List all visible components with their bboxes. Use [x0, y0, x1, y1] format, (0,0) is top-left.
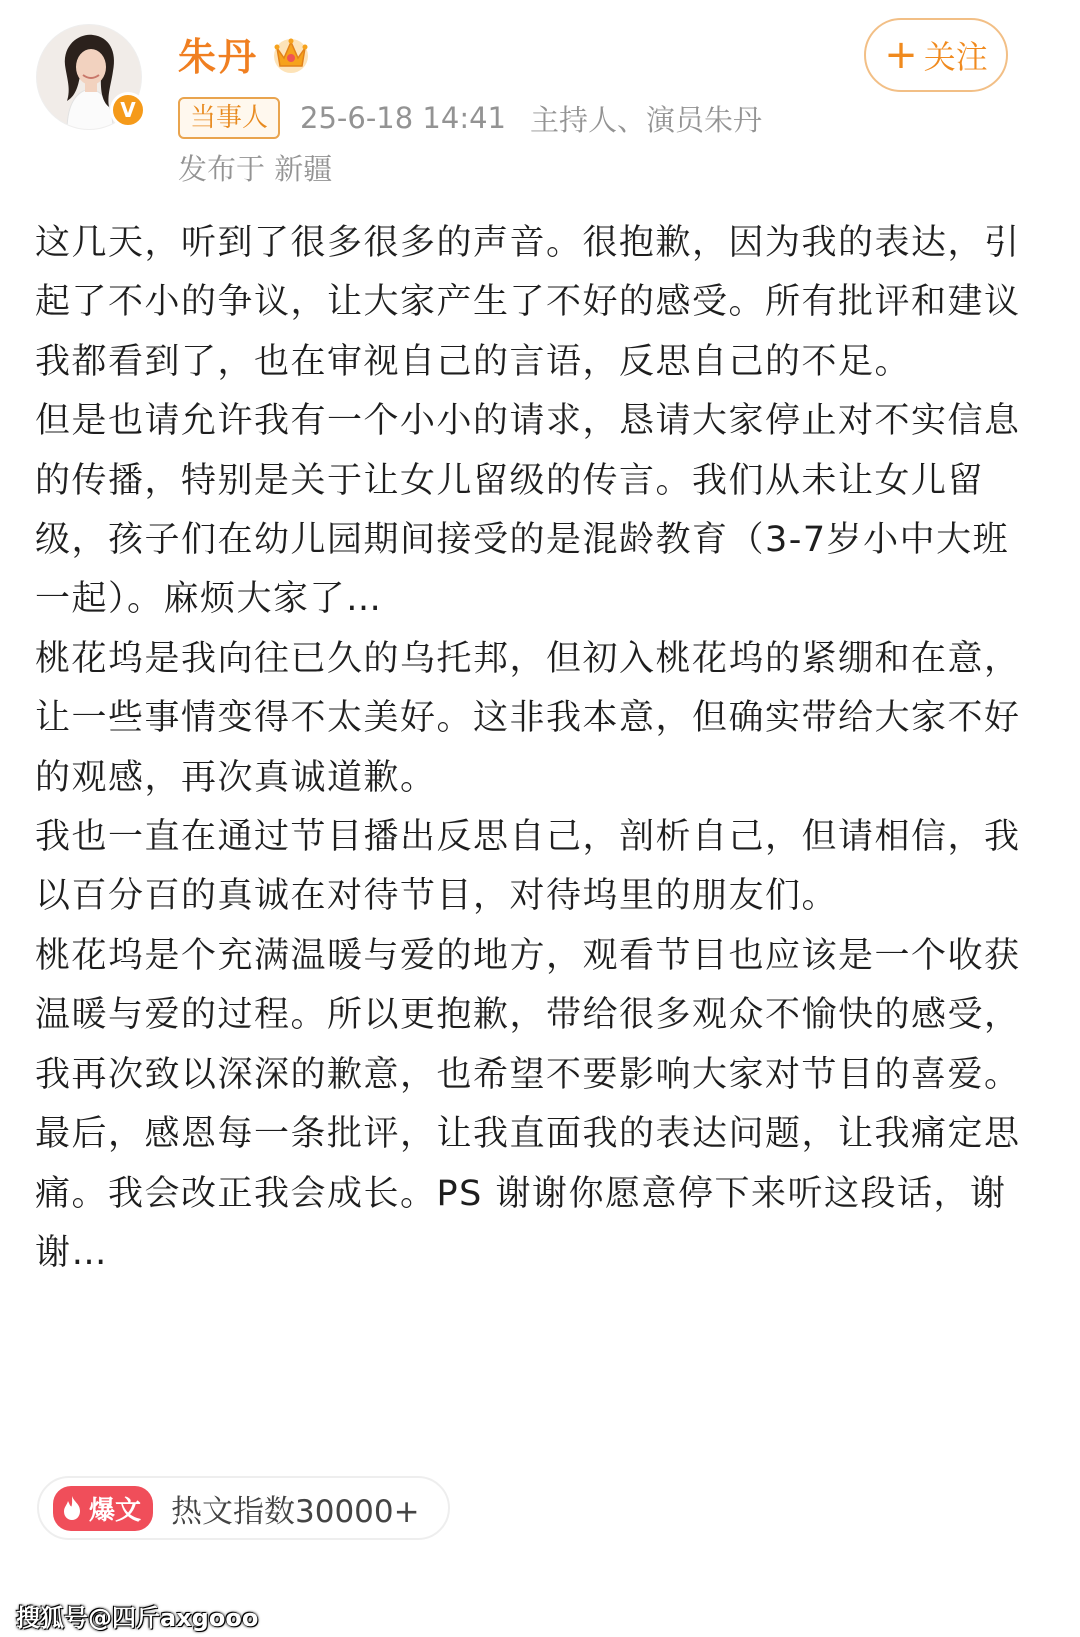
crown-icon	[270, 34, 312, 74]
user-name[interactable]: 朱丹	[178, 35, 259, 79]
hot-label: 爆文	[89, 1495, 142, 1526]
verified-badge-icon: V	[110, 92, 146, 128]
post-paragraph: 桃花坞是我向往已久的乌托邦，但初入桃花坞的紧绷和在意，让一些事情变得不太美好。这非我本意，但确实带给大家不好的观感，再次真诚道歉。	[35, 638, 1021, 798]
name-row	[178, 26, 312, 81]
follow-label: 关注	[923, 38, 988, 76]
post-paragraph: 我也一直在通过节目播出反思自己，剖析自己，但请相信，我以百分百的真诚在对待节目，对待坞里的朋友们。	[35, 817, 1021, 917]
post-header	[0, 0, 1080, 200]
hot-label-badge	[53, 1486, 153, 1531]
hot-index-badge[interactable]	[37, 1476, 450, 1540]
user-title: 主持人、演员朱丹	[530, 102, 763, 137]
post-paragraph: 这几天，听到了很多很多的声音。很抱歉，因为我的表达，引起了不小的争议，让大家产生了不好的感受。所有批评和建议我都看到了，也在审视自己的言语，反思自己的不足。	[35, 223, 1021, 382]
post-paragraph: 但是也请允许我有一个小小的请求，恳请大家停止对不实信息的传播，特别是关于让女儿留级的传言。我们从未让女儿留级，孩子们在幼儿园期间接受的是混龄教育（3-7岁小中大班一起）。麻烦大家了…	[35, 401, 1021, 620]
tag-badge[interactable]: 当事人	[178, 97, 280, 139]
fire-icon	[61, 1495, 83, 1521]
post-body	[35, 214, 1045, 1283]
plus-icon: +	[884, 32, 918, 78]
post-paragraph: 最后，感恩每一条批评，让我直面我的表达问题，让我痛定思痛。我会改正我会成长。PS 谢谢你愿意停下来听这段话，谢谢…	[35, 1114, 1021, 1273]
post-location: 发布于 新疆	[178, 152, 333, 186]
post-paragraph: 桃花坞是个充满温暖与爱的地方，观看节目也应该是一个收获温暖与爱的过程。所以更抱歉，带给很多观众不愉快的感受，我再次致以深深的歉意，也希望不要影响大家对节目的喜爱。	[35, 935, 1021, 1095]
meta-row	[178, 97, 762, 139]
watermark: 搜狐号@四斤axgooo	[16, 1604, 259, 1632]
post-timestamp: 25-6-18 14:41	[300, 101, 506, 135]
follow-button[interactable]	[864, 18, 1008, 92]
avatar[interactable]	[36, 24, 142, 130]
hot-index-text: 热文指数30000+	[171, 1493, 420, 1530]
